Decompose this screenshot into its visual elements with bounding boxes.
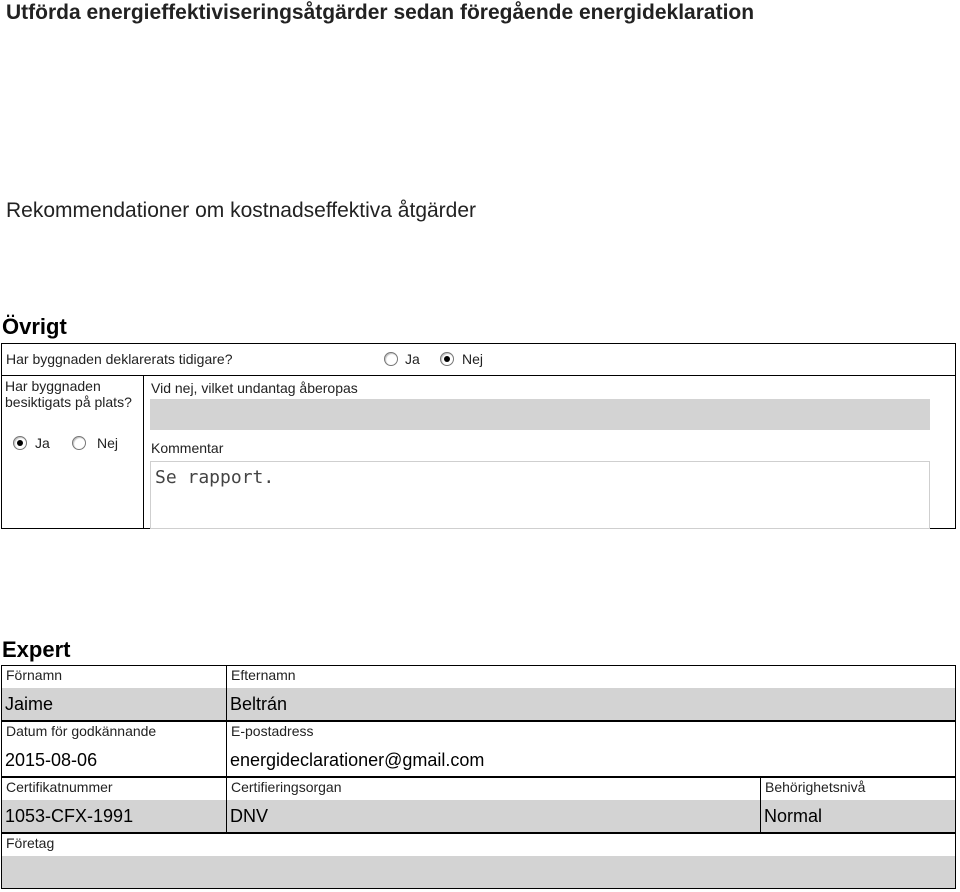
heading-ovrigt: Övrigt (2, 314, 67, 339)
besiktigats-ja-radio[interactable] (13, 436, 27, 450)
heading-expert: Expert (2, 637, 71, 662)
efternamn-label: Efternamn (231, 667, 296, 683)
kommentar-field[interactable]: Se rapport. (150, 461, 930, 529)
besiktigats-nej-radio[interactable] (72, 436, 86, 450)
besiktigats-nej-label: Nej (97, 435, 119, 451)
behorighet-label: Behörighetsnivå (765, 779, 866, 795)
datum-value[interactable]: 2015-08-06 (2, 744, 226, 776)
datum-cell (1, 721, 227, 777)
fornamn-label: Förnamn (6, 667, 63, 683)
certnr-label: Certifikatnummer (6, 779, 113, 795)
foretag-value[interactable] (2, 856, 955, 888)
foretag-cell (1, 833, 956, 889)
certorgan-label: Certifieringsorgan (231, 779, 342, 795)
deklarerats-nej-radio[interactable] (440, 352, 454, 366)
besiktigats-ja-label: Ja (35, 435, 50, 451)
deklarerats-ja-radio[interactable] (384, 352, 398, 366)
deklarerats-nej-label: Nej (462, 351, 484, 367)
efternamn-value[interactable]: Beltrán (227, 688, 955, 720)
besiktigats-question: Har byggnaden besiktigats på plats? (5, 378, 132, 410)
behorighet-value[interactable]: Normal (761, 800, 955, 832)
certnr-value[interactable]: 1053-CFX-1991 (2, 800, 226, 832)
deklarerats-question: Har byggnaden deklarerats tidigare? (6, 351, 233, 367)
radio-dot (444, 356, 450, 362)
radio-dot (17, 440, 23, 446)
certorgan-value[interactable]: DNV (227, 800, 760, 832)
behorighet-cell (760, 777, 956, 833)
kommentar-label: Kommentar (151, 440, 224, 456)
epost-cell (226, 721, 956, 777)
heading-utforda-atgarder: Utförda energieffektiviseringsåtgärder sedan föregående energideklaration (6, 1, 755, 24)
undantag-label: Vid nej, vilket undantag åberopas (151, 380, 358, 396)
besiktigats-cell (2, 376, 144, 528)
ovrigt-section (1, 343, 956, 529)
epost-value[interactable]: energideclarationer@gmail.com (227, 744, 955, 776)
fornamn-cell (1, 665, 227, 721)
deklarerats-row (2, 344, 955, 376)
fornamn-value[interactable]: Jaime (2, 688, 226, 720)
foretag-label: Företag (6, 835, 55, 851)
undantag-field[interactable] (150, 399, 930, 430)
datum-label: Datum för godkännande (6, 723, 157, 739)
certorgan-cell (226, 777, 761, 833)
epost-label: E-postadress (231, 723, 314, 739)
heading-rekommendationer: Rekommendationer om kostnadseffektiva åtgärder (6, 199, 477, 222)
certnr-cell (1, 777, 227, 833)
deklarerats-ja-label: Ja (405, 351, 420, 367)
efternamn-cell (226, 665, 956, 721)
